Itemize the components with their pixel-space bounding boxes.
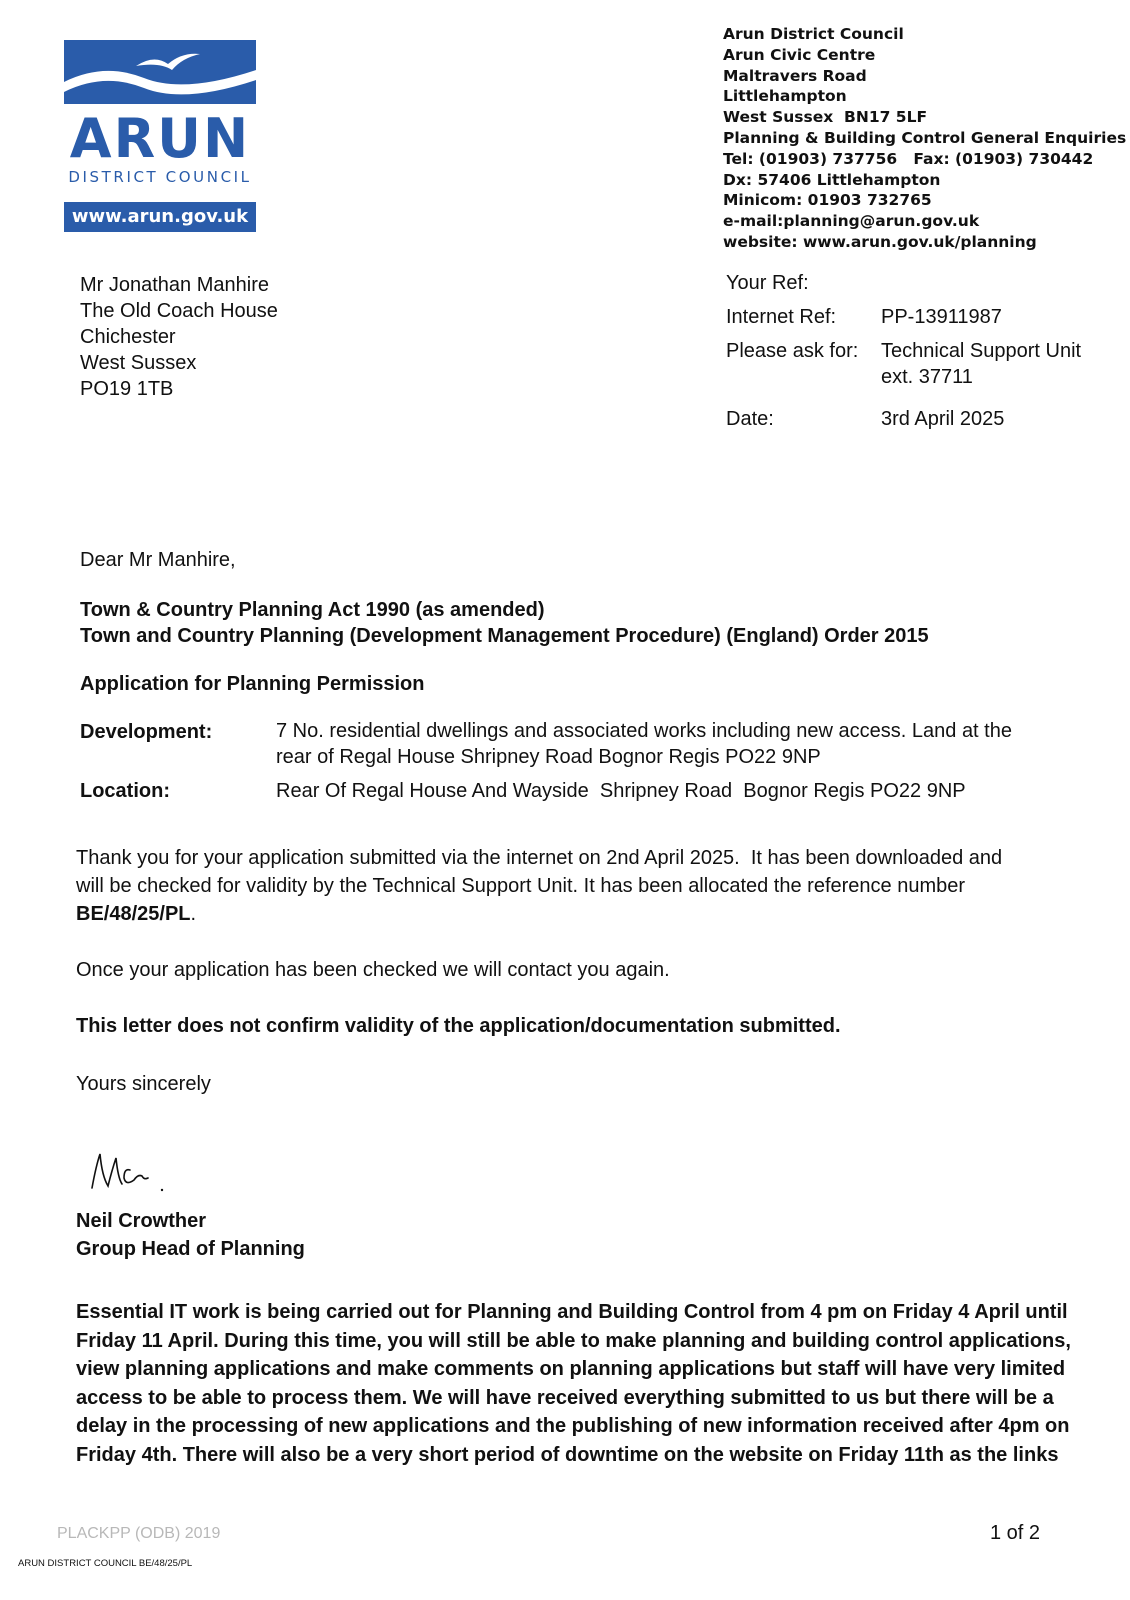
- date-label: Date:: [726, 408, 774, 430]
- recipient-line: Chichester: [80, 326, 176, 348]
- logo-bird-band: [64, 40, 256, 104]
- validity-notice: This letter does not confirm validity of the application/documentation submitted.: [76, 1015, 841, 1037]
- development-label: Development:: [80, 721, 213, 743]
- signatory-name: Neil Crowther: [76, 1210, 207, 1232]
- internet-ref-value: PP-13911987: [881, 306, 1002, 328]
- council-line: Arun District Council: [723, 25, 904, 43]
- date-row: [726, 406, 1096, 432]
- council-line: West Sussex BN17 5LF: [723, 108, 928, 127]
- your-ref-row: [726, 270, 1096, 296]
- para2: Once your application has been checked we will contact you again.: [76, 959, 670, 981]
- footer-council-ref: ARUN DISTRICT COUNCIL BE/48/25/PL: [18, 1558, 193, 1569]
- date-value: 3rd April 2025: [881, 408, 1005, 430]
- signature-icon: [86, 1146, 176, 1206]
- council-line: Dx: 57406 Littlehampton: [723, 170, 941, 189]
- council-line: Littlehampton: [723, 87, 847, 106]
- signature: [86, 1146, 176, 1206]
- it-notice: [76, 1298, 1071, 1469]
- seagull-icon: [64, 40, 256, 104]
- council-address: [723, 24, 1126, 253]
- development-line-2: rear of Regal House Shripney Road Bognor Regis PO22 9NP: [276, 746, 821, 768]
- salutation: Dear Mr Manhire,: [80, 549, 236, 571]
- closing: Yours sincerely: [76, 1073, 211, 1095]
- it-notice-line: view planning applications and make comments on planning applications but staff will have very limited: [76, 1358, 1066, 1380]
- council-email[interactable]: e-mail:planning@arun.gov.uk: [723, 212, 980, 231]
- recipient-line: West Sussex: [80, 352, 197, 374]
- recipient-line: PO19 1TB: [80, 378, 174, 400]
- act-line-1: Town & Country Planning Act 1990 (as amended): [80, 599, 545, 621]
- logo-subtitle: DISTRICT COUNCIL: [68, 168, 252, 186]
- ask-for-value: Technical Support Unit: [881, 340, 1082, 362]
- act-line-2: Town and Country Planning (Development Management Procedure) (England) Order 2015: [80, 625, 929, 647]
- recipient-line: Mr Jonathan Manhire: [80, 274, 269, 296]
- council-line: Maltravers Road: [723, 66, 867, 85]
- recipient-address: [80, 272, 278, 402]
- council-website[interactable]: website: www.arun.gov.uk/planning: [723, 232, 1037, 251]
- it-notice-line: delay in the processing of new applications and the publishing of new information received after 4pm on: [76, 1415, 1070, 1437]
- para1-line-1: Thank you for your application submitted via the internet on 2nd April 2025. It has been downloaded and: [76, 847, 1003, 869]
- recipient-line: The Old Coach House: [80, 300, 278, 322]
- reference-number-line: [76, 900, 196, 928]
- council-logo: [64, 40, 256, 232]
- form-code: PLACKPP (ODB) 2019: [57, 1525, 221, 1542]
- council-line: Arun Civic Centre: [723, 45, 876, 64]
- council-line: Tel: (01903) 737756 Fax: (01903) 730442: [723, 149, 1094, 168]
- council-line: Planning & Building Control General Enquiries: [723, 128, 1127, 147]
- ask-for-row: [726, 338, 1096, 364]
- development-line-1: 7 No. residential dwellings and associated works including new access. Land at the: [276, 720, 1012, 742]
- internet-ref-label: Internet Ref:: [726, 306, 837, 328]
- location-label: Location:: [80, 780, 170, 802]
- signatory-title: Group Head of Planning: [76, 1238, 305, 1260]
- it-notice-line: Friday 11 April. During this time, you will still be able to make planning and building control applications,: [76, 1329, 1071, 1352]
- logo-url[interactable]: www.arun.gov.uk: [64, 202, 256, 232]
- council-line: Minicom: 01903 732765: [723, 191, 932, 210]
- it-notice-line: access to be able to process them. We will have received everything submitted to us but there will be a: [76, 1386, 1054, 1409]
- ask-for-ext-row: [726, 364, 1096, 390]
- application-heading: Application for Planning Permission: [80, 673, 425, 695]
- internet-ref-row: [726, 304, 1096, 330]
- para1-line-2: will be checked for validity by the Technical Support Unit. It has been allocated the reference number: [76, 875, 966, 897]
- ask-for-ext: ext. 37711: [881, 366, 973, 388]
- page-number: 1 of 2: [990, 1522, 1041, 1544]
- reference-period: .: [190, 903, 197, 925]
- it-notice-line: Friday 4th. There will also be a very short period of downtime on the website on Friday 11th as the links: [76, 1443, 1059, 1466]
- reference-block: [726, 270, 1096, 432]
- ask-for-label: Please ask for:: [726, 340, 859, 362]
- location-value: Rear Of Regal House And Wayside Shripney Road Bognor Regis PO22 9NP: [276, 780, 966, 802]
- reference-number: BE/48/25/PL: [76, 903, 191, 925]
- your-ref-label: Your Ref:: [726, 272, 809, 294]
- it-notice-line: Essential IT work is being carried out for Planning and Building Control from 4 pm on Friday 4 April until: [76, 1301, 1068, 1323]
- logo-wordmark: ARUN: [69, 107, 251, 170]
